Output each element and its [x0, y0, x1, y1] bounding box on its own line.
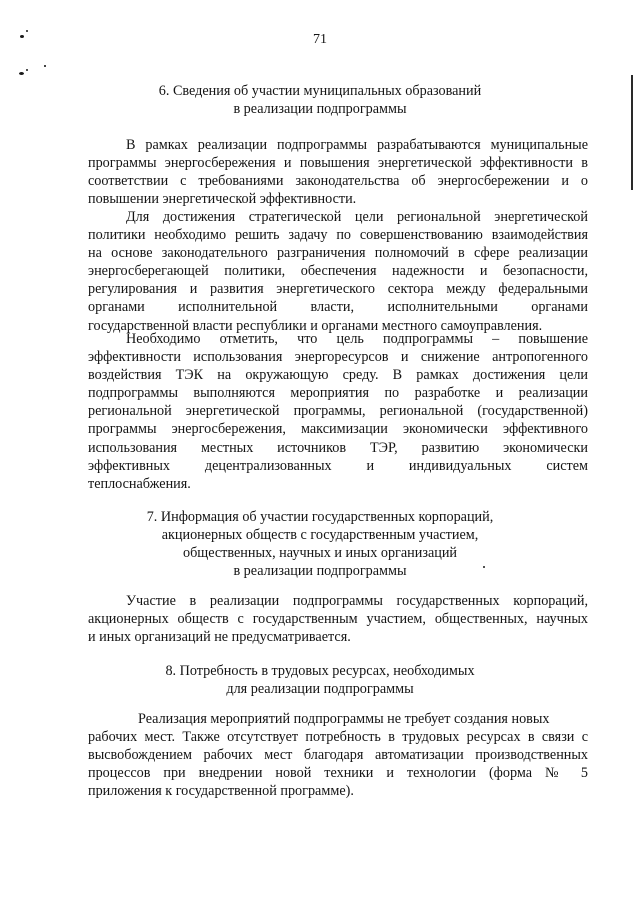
heading-line: для реализации подпрограммы	[226, 681, 414, 697]
section-6-heading	[0, 82, 640, 118]
scan-speck	[20, 35, 24, 38]
scan-speck	[483, 566, 485, 568]
text-line: Участие в реализации подпрограммы государственных корпораций,	[126, 593, 588, 609]
text-line: энергосберегающей политики, обеспечения надежности и безопасности,	[88, 263, 588, 280]
text-line: и иных организаций не предусматривается.	[88, 629, 351, 646]
scan-speck	[19, 72, 24, 75]
text-line: Для достижения стратегической цели региональной энергетической	[126, 209, 588, 225]
heading-line: общественных, научных и иных организаций	[182, 545, 458, 561]
text-line: программы энергосбережения, максимизации экономически эффективного	[88, 421, 588, 438]
section-7-paragraph	[88, 592, 588, 646]
text-line: эффективности использования энергоресурсов и снижение антропогенного	[88, 349, 588, 366]
heading-line: 6. Сведения об участии муниципальных образований	[158, 83, 482, 99]
text-line: акционерных обществ с государственным участием, общественных, научных	[88, 611, 588, 628]
section-6-paragraph-3	[88, 330, 588, 493]
text-line: Необходимо отметить, что цель подпрограммы – повышение	[126, 331, 588, 347]
text-line: программы энергосбережения и повышения энергетической эффективности в	[88, 155, 588, 172]
text-line: соответствии с требованиями законодательства об энергосбережении и о	[88, 173, 588, 190]
text-line: теплоснабжения.	[88, 475, 191, 492]
text-line: воздействия ТЭК на окружающую среду. В рамках достижения цели	[88, 367, 588, 384]
scan-speck	[44, 65, 46, 67]
scan-speck	[26, 30, 28, 32]
text-line: на основе законодательного разграничения полномочий в сфере реализации	[88, 245, 588, 262]
text-line: подпрограммы выполняются мероприятия по разработке и реализации	[88, 385, 588, 402]
text-line: В рамках реализации подпрограммы разрабатываются муниципальные	[126, 137, 588, 153]
text-line: региональной энергетической программы, региональной (государственной)	[88, 403, 588, 420]
section-7-heading	[0, 508, 640, 580]
text-line: высвобождением рабочих мест благодаря автоматизации производственных	[88, 747, 588, 764]
text-line: использования местных источников ТЭР, развитию экономически	[88, 439, 588, 456]
text-line: эффективных децентрализованных и индивидуальных систем	[88, 457, 588, 474]
text-line: рабочих мест. Также отсутствует потребность в трудовых ресурсах в связи с	[88, 729, 588, 746]
text-line: органами исполнительной власти, исполнительными органами	[88, 299, 588, 316]
section-6-paragraph-2	[88, 208, 588, 335]
heading-line: в реализации подпрограммы	[233, 563, 407, 579]
text-line: приложения к государственной программе).	[88, 783, 354, 800]
section-8-paragraph	[88, 710, 588, 800]
heading-line: акционерных обществ с государственным участием,	[161, 527, 479, 543]
scan-speck	[26, 69, 28, 71]
text-line: регулирования и развития энергетического сектора между федеральными	[88, 281, 588, 298]
section-8-heading	[0, 662, 640, 698]
heading-line: 7. Информация об участии государственных корпораций,	[146, 509, 494, 525]
heading-line: 8. Потребность в трудовых ресурсах, необходимых	[165, 663, 475, 679]
heading-line: в реализации подпрограммы	[233, 101, 407, 117]
text-line: повышении энергетической эффективности.	[88, 191, 357, 208]
text-line: государственной власти республики и органами местного самоуправления.	[88, 317, 543, 334]
text-line: Реализация мероприятий подпрограммы не требует создания новых	[138, 711, 550, 727]
text-line: политики необходимо решить задачу по совершенствованию взаимодействия	[88, 227, 588, 244]
section-6-paragraph-1	[88, 136, 588, 208]
text-line: процессов при внедрении новой техники и технологии (форма № 5	[88, 765, 588, 782]
page-number: 71	[313, 32, 327, 47]
